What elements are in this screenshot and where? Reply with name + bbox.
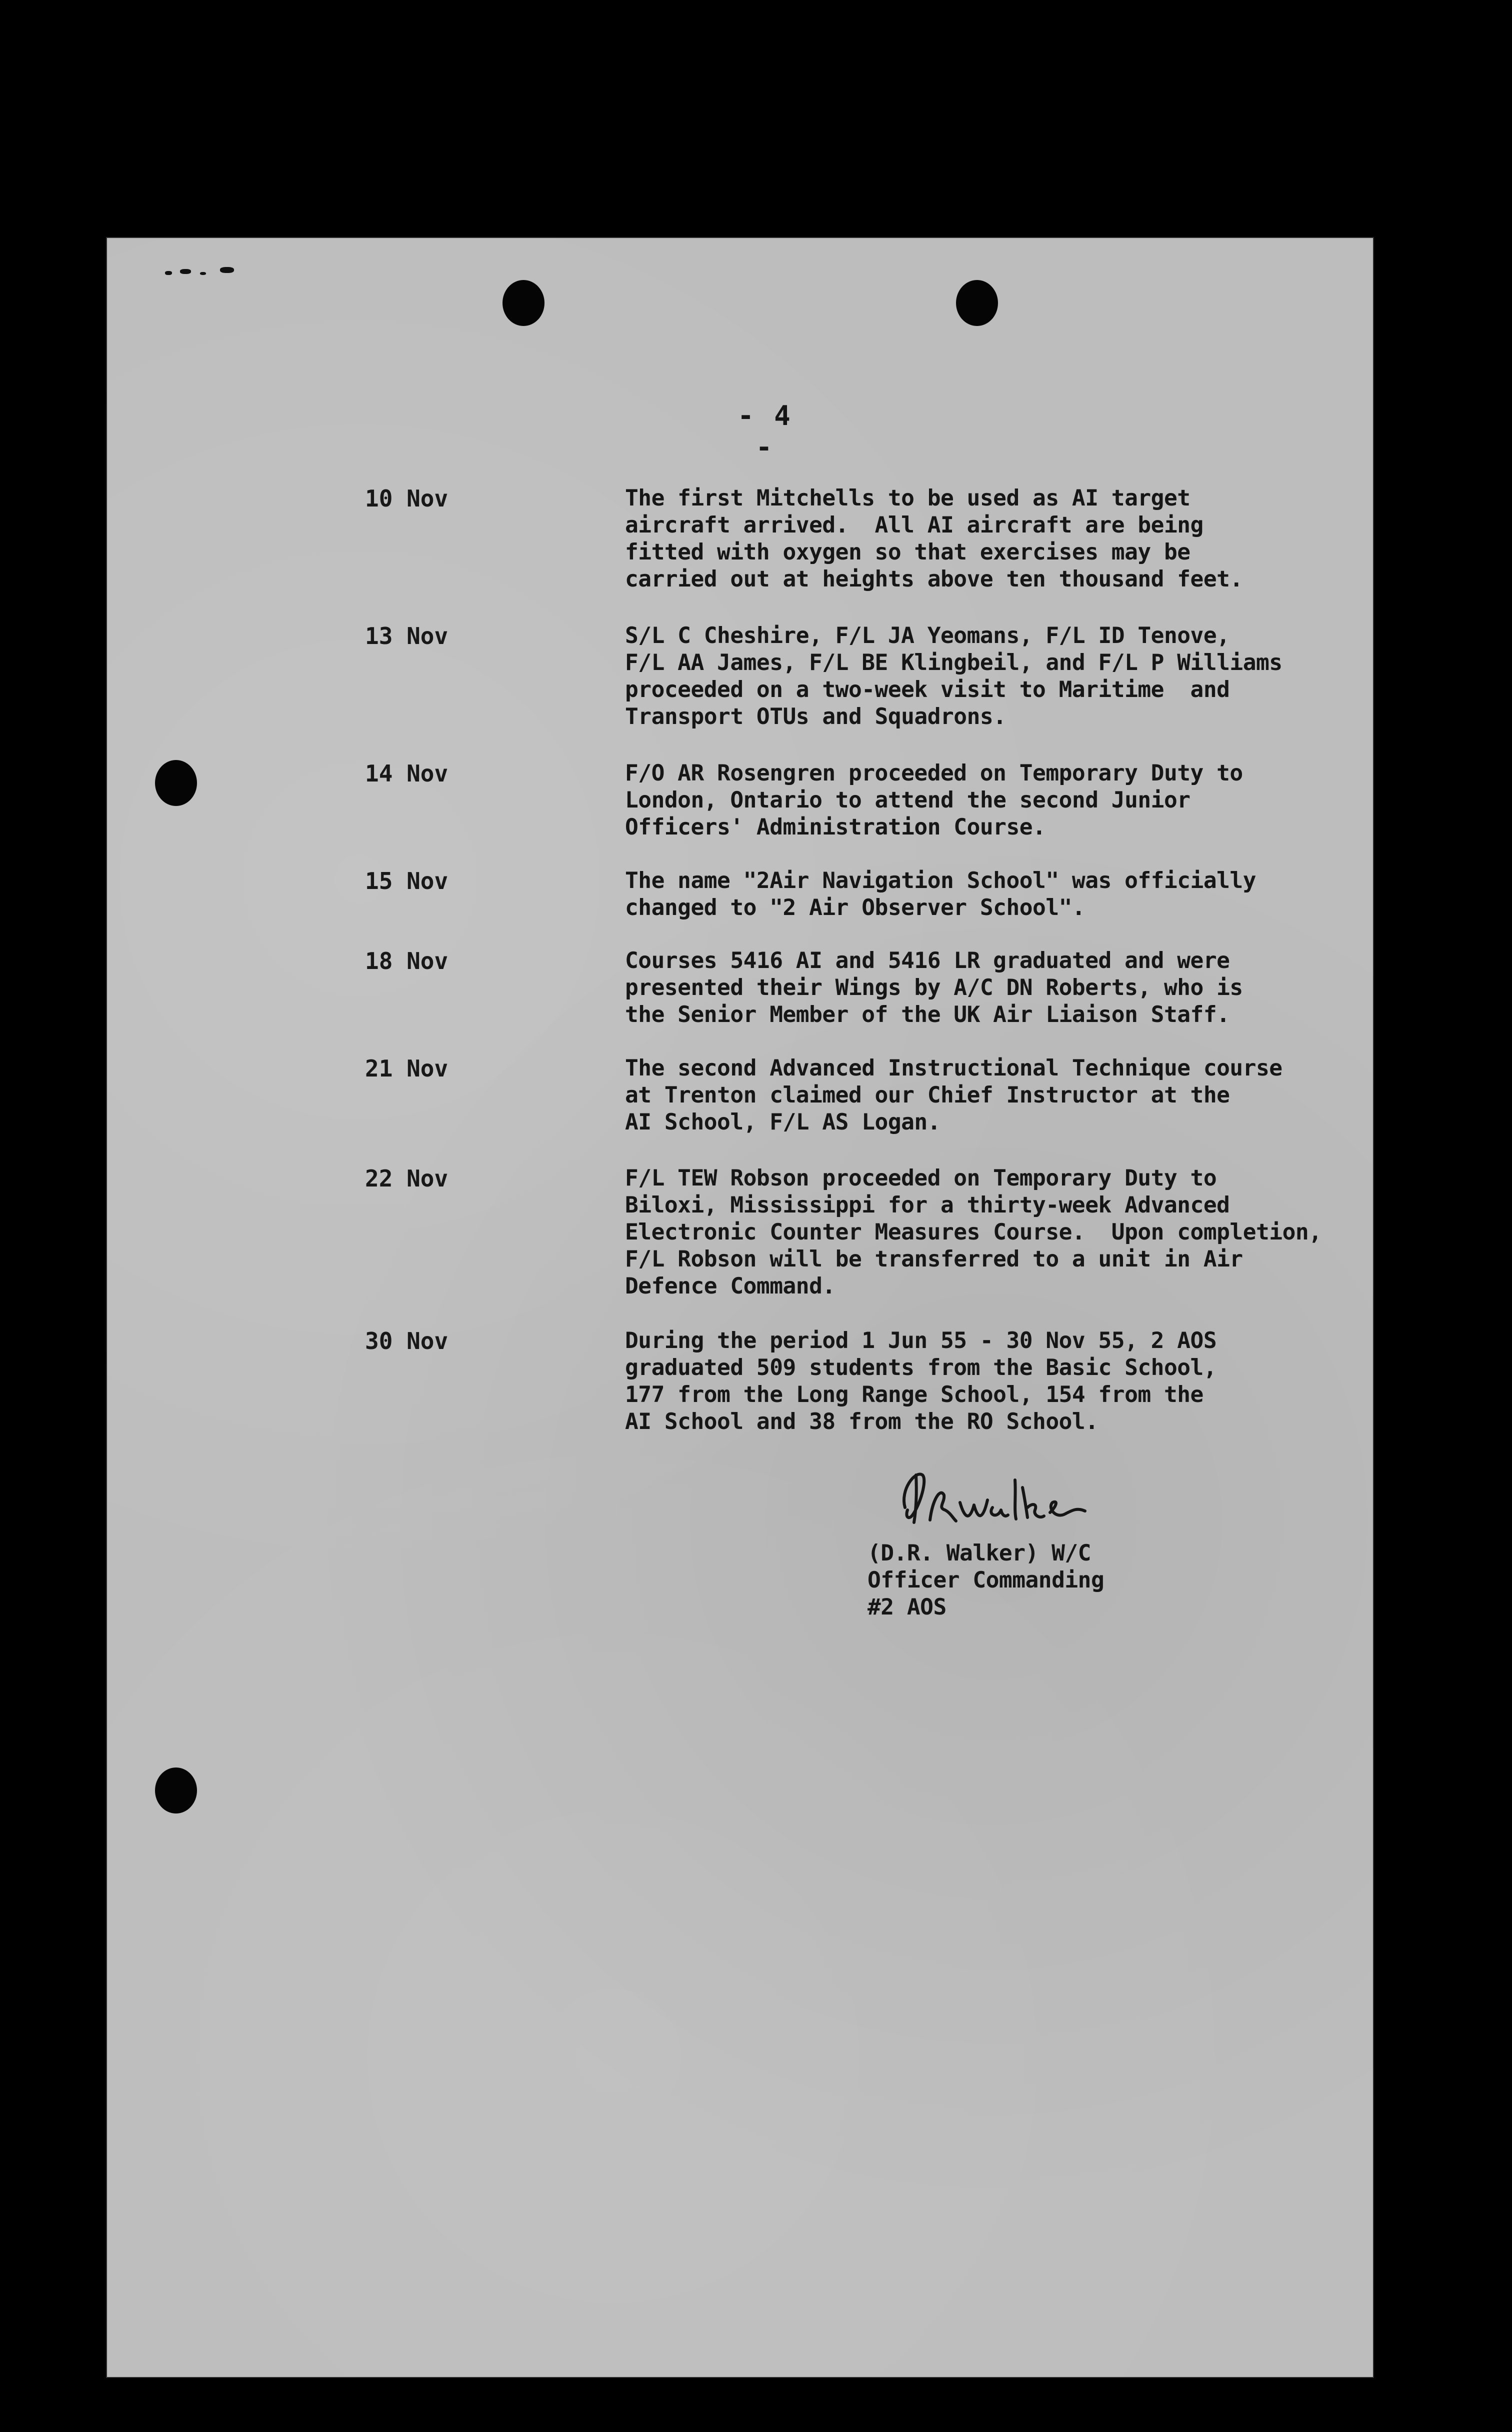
handwritten-signature [885,1460,1095,1540]
entry-line: F/L TEW Robson proceeded on Temporary Duty to [625,1166,1217,1191]
signature-line: #2 AOS [868,1594,946,1620]
signature-line: Officer Commanding [868,1568,1104,1593]
entry-line: F/L Robson will be transferred to a unit in Air [625,1246,1243,1272]
entry-date: 13 Nov [365,622,448,650]
entry-date: 10 Nov [365,485,448,512]
entry-line: London, Ontario to attend the second Junior [625,788,1190,813]
entry-line: AI School, F/L AS Logan. [625,1110,940,1135]
entry-date: 21 Nov [365,1055,448,1082]
entry-text [625,948,1243,1028]
entry-line: fitted with oxygen so that exercises may be [625,540,1190,565]
entry-text [625,1328,1216,1436]
entry-line: The name "2Air Navigation School" was officially [625,868,1256,894]
binder-hole-side-upper [155,760,197,806]
entry-date: 30 Nov [365,1328,448,1354]
entry-line: Defence Command. [625,1274,836,1299]
ink-specks [165,267,245,277]
entry-line: graduated 509 students from the Basic School, [625,1355,1217,1380]
entry-line: S/L C Cheshire, F/L JA Yeomans, F/L ID Tenove, [625,623,1230,648]
entry-line: Transport OTUs and Squadrons. [625,704,1006,730]
entry-text [625,622,1282,730]
entry-line: changed to "2 Air Observer School". [625,895,1086,920]
entry-text [625,1165,1322,1300]
entry-line: F/L AA James, F/L BE Klingbeil, and F/L P Williams [625,650,1282,676]
signature-block [868,1540,1104,1621]
entry-line: Biloxi, Mississippi for a thirty-week Advanced [625,1192,1230,1218]
binder-hole-side-lower [155,1768,197,1814]
entry-line: aircraft arrived. All AI aircraft are being [625,512,1204,538]
entry-line: the Senior Member of the UK Air Liaison Staff. [625,1002,1230,1028]
entry-text [625,760,1243,841]
entry-line: The second Advanced Instructional Technique course [625,1056,1282,1081]
entry-date: 15 Nov [365,868,448,894]
entry-line: proceeded on a two-week visit to Maritime and [625,677,1230,702]
entry-date: 18 Nov [365,948,448,974]
page-number: - 4 - [738,400,792,463]
entry-line: Electronic Counter Measures Course. Upon completion, [625,1220,1322,1245]
entry-line: presented their Wings by A/C DN Roberts, who is [625,975,1243,1000]
entry-line: carried out at heights above ten thousand feet. [625,566,1243,592]
entry-date: 22 Nov [365,1165,448,1192]
binder-hole-top-left [502,280,544,326]
entry-line: at Trenton claimed our Chief Instructor at the [625,1082,1230,1108]
entry-line: F/O AR Rosengren proceeded on Temporary Duty to [625,760,1243,786]
signature-line: (D.R. Walker) W/C [868,1540,1091,1566]
entry-line: Officers' Administration Course. [625,814,1046,840]
binder-hole-top-right [956,280,998,326]
entry-date: 14 Nov [365,760,448,787]
entry-line: 177 from the Long Range School, 154 from the [625,1382,1204,1408]
entry-text [625,1055,1282,1136]
entry-line: The first Mitchells to be used as AI target [625,486,1190,511]
entry-text [625,485,1243,593]
entry-line: During the period 1 Jun 55 - 30 Nov 55, 2 AOS [625,1328,1217,1354]
entry-text [625,868,1256,922]
entry-line: AI School and 38 from the RO School. [625,1409,1098,1434]
entry-line: Courses 5416 AI and 5416 LR graduated and were [625,948,1230,974]
